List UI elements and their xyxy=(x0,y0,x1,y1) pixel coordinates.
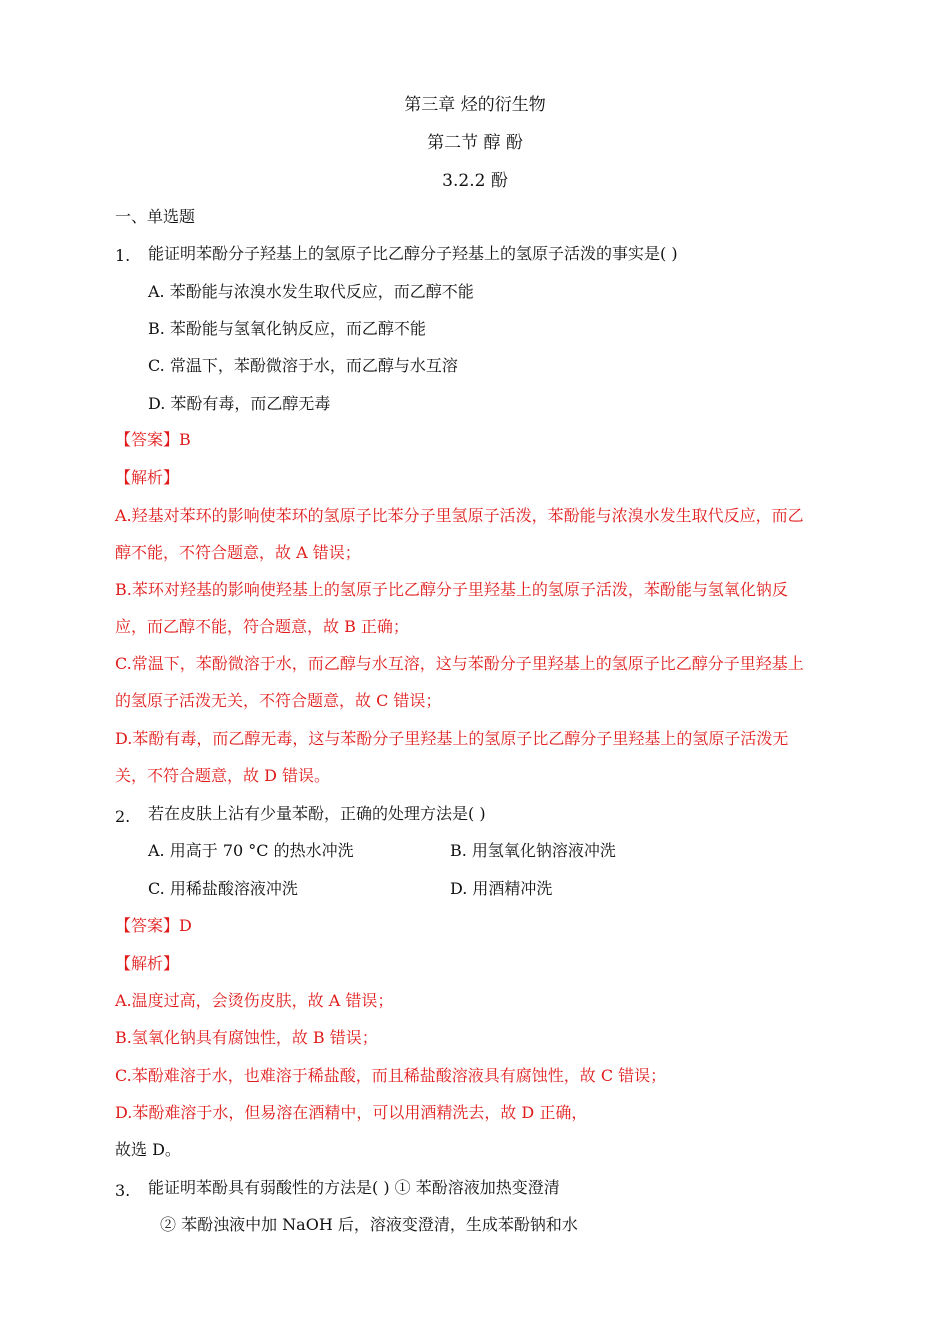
q2-answer: 【答案】D xyxy=(115,916,192,935)
q1-number: 1. xyxy=(115,246,131,265)
q1-stem: 能证明苯酚分子羟基上的氢原子比乙醇分子羟基上的氢原子活泼的事实是( ) xyxy=(148,244,678,263)
q1-analysis-line: 应，而乙醇不能，符合题意，故 B 正确； xyxy=(115,617,409,636)
q2-option-a: A. 用高于 70 °C 的热水冲洗 xyxy=(148,841,354,860)
q2-analysis-label: 【解析】 xyxy=(115,954,180,973)
q3-statement-line: ② 苯酚浊液中加 NaOH 后，溶液变澄清，生成苯酚钠和水 xyxy=(160,1215,578,1234)
part-heading: 一、单选题 xyxy=(115,207,196,226)
q1-option-c: C. 常温下，苯酚微溶于水，而乙醇与水互溶 xyxy=(148,356,458,375)
subsection-title: 3.2.2 酚 xyxy=(442,171,508,191)
q1-analysis-label: 【解析】 xyxy=(115,468,180,487)
q2-stem: 若在皮肤上沾有少量苯酚，正确的处理方法是( ) xyxy=(148,804,486,823)
q1-option-a: A. 苯酚能与浓溴水发生取代反应，而乙醇不能 xyxy=(148,282,474,301)
q1-option-d: D. 苯酚有毒，而乙醇无毒 xyxy=(148,394,331,413)
q2-analysis-line: C.苯酚难溶于水，也难溶于稀盐酸，而且稀盐酸溶液具有腐蚀性，故 C 错误； xyxy=(115,1066,667,1085)
q2-analysis-line: A.温度过高，会烫伤皮肤，故 A 错误； xyxy=(115,991,394,1010)
q1-answer: 【答案】B xyxy=(115,430,191,449)
q3-number: 3. xyxy=(115,1181,131,1200)
q2-option-c: C. 用稀盐酸溶液冲洗 xyxy=(148,879,298,898)
q1-analysis-line: 关，不符合题意，故 D 错误。 xyxy=(115,766,331,785)
q1-analysis-line: C.常温下，苯酚微溶于水，而乙醇与水互溶，这与苯酚分子里羟基上的氢原子比乙醇分子里羟基上 xyxy=(115,654,804,673)
q1-option-b: B. 苯酚能与氢氧化钠反应，而乙醇不能 xyxy=(148,319,426,338)
q2-analysis-line: 故选 D。 xyxy=(115,1140,181,1159)
q2-option-d: D. 用酒精冲洗 xyxy=(450,879,553,898)
q1-analysis-line: D.苯酚有毒，而乙醇无毒，这与苯酚分子里羟基上的氢原子比乙醇分子里羟基上的氢原子活泼无 xyxy=(115,729,789,748)
q2-analysis-line: B.氢氧化钠具有腐蚀性，故 B 错误； xyxy=(115,1028,378,1047)
section-title: 第二节 醇 酚 xyxy=(427,133,523,153)
chapter-title: 第三章 烃的衍生物 xyxy=(404,95,546,115)
q2-option-b: B. 用氢氧化钠溶液冲洗 xyxy=(450,841,616,860)
q1-analysis-line: 醇不能，不符合题意，故 A 错误； xyxy=(115,543,361,562)
q2-analysis-line: D.苯酚难溶于水，但易溶在酒精中，可以用酒精洗去，故 D 正确， xyxy=(115,1103,588,1122)
q1-analysis-line: A.羟基对苯环的影响使苯环的氢原子比苯分子里氢原子活泼，苯酚能与浓溴水发生取代反应，而乙 xyxy=(115,506,804,525)
q1-analysis-line: 的氢原子活泼无关，不符合题意，故 C 错误； xyxy=(115,691,442,710)
q3-stem: 能证明苯酚具有弱酸性的方法是( ) ① 苯酚溶液加热变澄清 xyxy=(148,1178,560,1197)
q1-analysis-line: B.苯环对羟基的影响使羟基上的氢原子比乙醇分子里羟基上的氢原子活泼，苯酚能与氢氧化钠反 xyxy=(115,580,788,599)
q2-number: 2. xyxy=(115,807,131,826)
